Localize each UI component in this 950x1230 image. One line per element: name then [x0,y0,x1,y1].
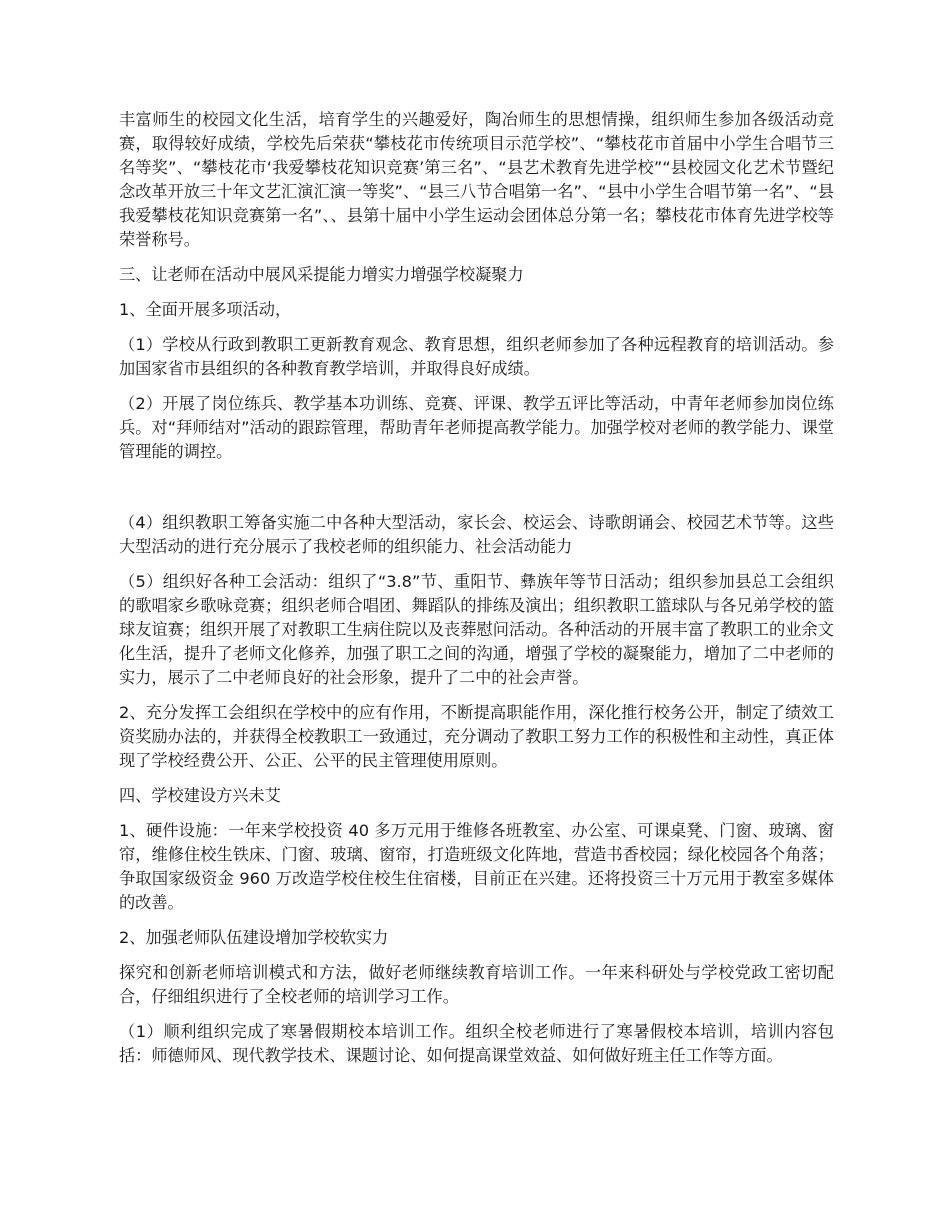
section-heading-four: 四、学校建设方兴未艾 [119,786,281,805]
subheading-teacher-team: 2、加强老师队伍建设增加学校软实力 [119,928,389,947]
paragraph-item-4: （4）组织教职工筹备实施二中各种大型活动，家长会、校运会、诗歌朗诵会、校园艺术节等。这些大型活动的进行充分展示了我校老师的组织能力、社会活动能力 [119,513,834,556]
paragraph-hardware: 1、硬件设施：一年来学校投资 40 多万元用于维修各班教室、办公室、可课桌凳、门窗、玻璃、窗帘，维修住校生铁床、门窗、玻璃、窗帘，打造班级文化阵地，营造书香校园；绿化校园各个角落；争取国家级资金 960 万改造学校住校生住宿楼，目前正在兴建。还将投资三十万元用于教室多媒体的改善。 [119,821,834,912]
paragraph-item-2: （2）开展了岗位练兵、教学基本功训练、竞赛、评课、教学五评比等活动，中青年老师参加岗位练兵。对“拜师结对”活动的跟踪管理，帮助青年老师提高教学能力。加强学校对老师的教学能力、课堂管理能的调控。 [119,394,834,461]
paragraph-item-5: （5）组织好各种工会活动：组织了“3.8”节、重阳节、彝族年等节日活动；组织参加县总工会组织的歌唱家乡歌咏竞赛；组织老师合唱团、舞蹈队的排练及演出；组织教职工篮球队与各兄弟学校的篮球友谊赛；组织开展了对教职工生病住院以及丧葬慰问活动。各种活动的开展丰富了教职工的业余文化生活，提升了老师文化修养，加强了职工之间的沟通，增强了学校的凝聚能力，增加了二中老师的实力，展示了二中老师良好的社会形象，提升了二中的社会声誉。 [119,572,834,687]
paragraph-honors: 丰富师生的校园文化生活，培育学生的兴趣爱好，陶冶师生的思想情操，组织师生参加各级活动竞赛，取得较好成绩，学校先后荣获“攀枝花市传统项目示范学校”、“攀枝花市首届中小学生合唱节三名等奖”、“攀枝花市‘我爱攀枝花知识竞赛’第三名”、“县艺术教育先进学校”“县校园文化艺术节暨纪念改革开放三十年文艺汇演汇演一等奖”、“县三八节合唱第一名”、“县中小学生合唱节第一名”、“县我爱攀枝花知识竞赛第一名”、、县第十届中小学生运动会团体总分第一名；攀枝花市体育先进学校等荣誉称号。 [119,110,834,249]
section-heading-three: 三、让老师在活动中展风采提能力增实力增强学校凝聚力 [119,265,524,284]
paragraph-vacation-training: （1）顺利组织完成了寒暑假期校本培训工作。组织全校老师进行了寒暑假校本培训，培训内容包括：师德师风、现代教学技术、课题讨论、如何提高课堂效益、如何做好班主任工作等方面。 [119,1022,834,1065]
blank-gap [119,475,834,511]
subheading-activities: 1、全面开展多项活动， [119,300,292,319]
document-body [119,108,834,1079]
paragraph-training: 探究和创新老师培训模式和方法，做好老师继续教育培训工作。一年来科研处与学校党政工密切配合，仔细组织进行了全校老师的培训学习工作。 [119,963,834,1006]
paragraph-item-1: （1）学校从行政到教职工更新教育观念、教育思想，组织老师参加了各种远程教育的培训活动。参加国家省市县组织的各种教育教学培训，并取得良好成绩。 [119,335,834,378]
paragraph-union-role: 2、充分发挥工会组织在学校中的应有作用，不断提高职能作用，深化推行校务公开，制定了绩效工资奖励办法的，并获得全校教职工一致通过，充分调动了教职工努力工作的积极性和主动性，真正体现了学校经费公开、公正、公平的民主管理使用原则。 [119,703,834,770]
